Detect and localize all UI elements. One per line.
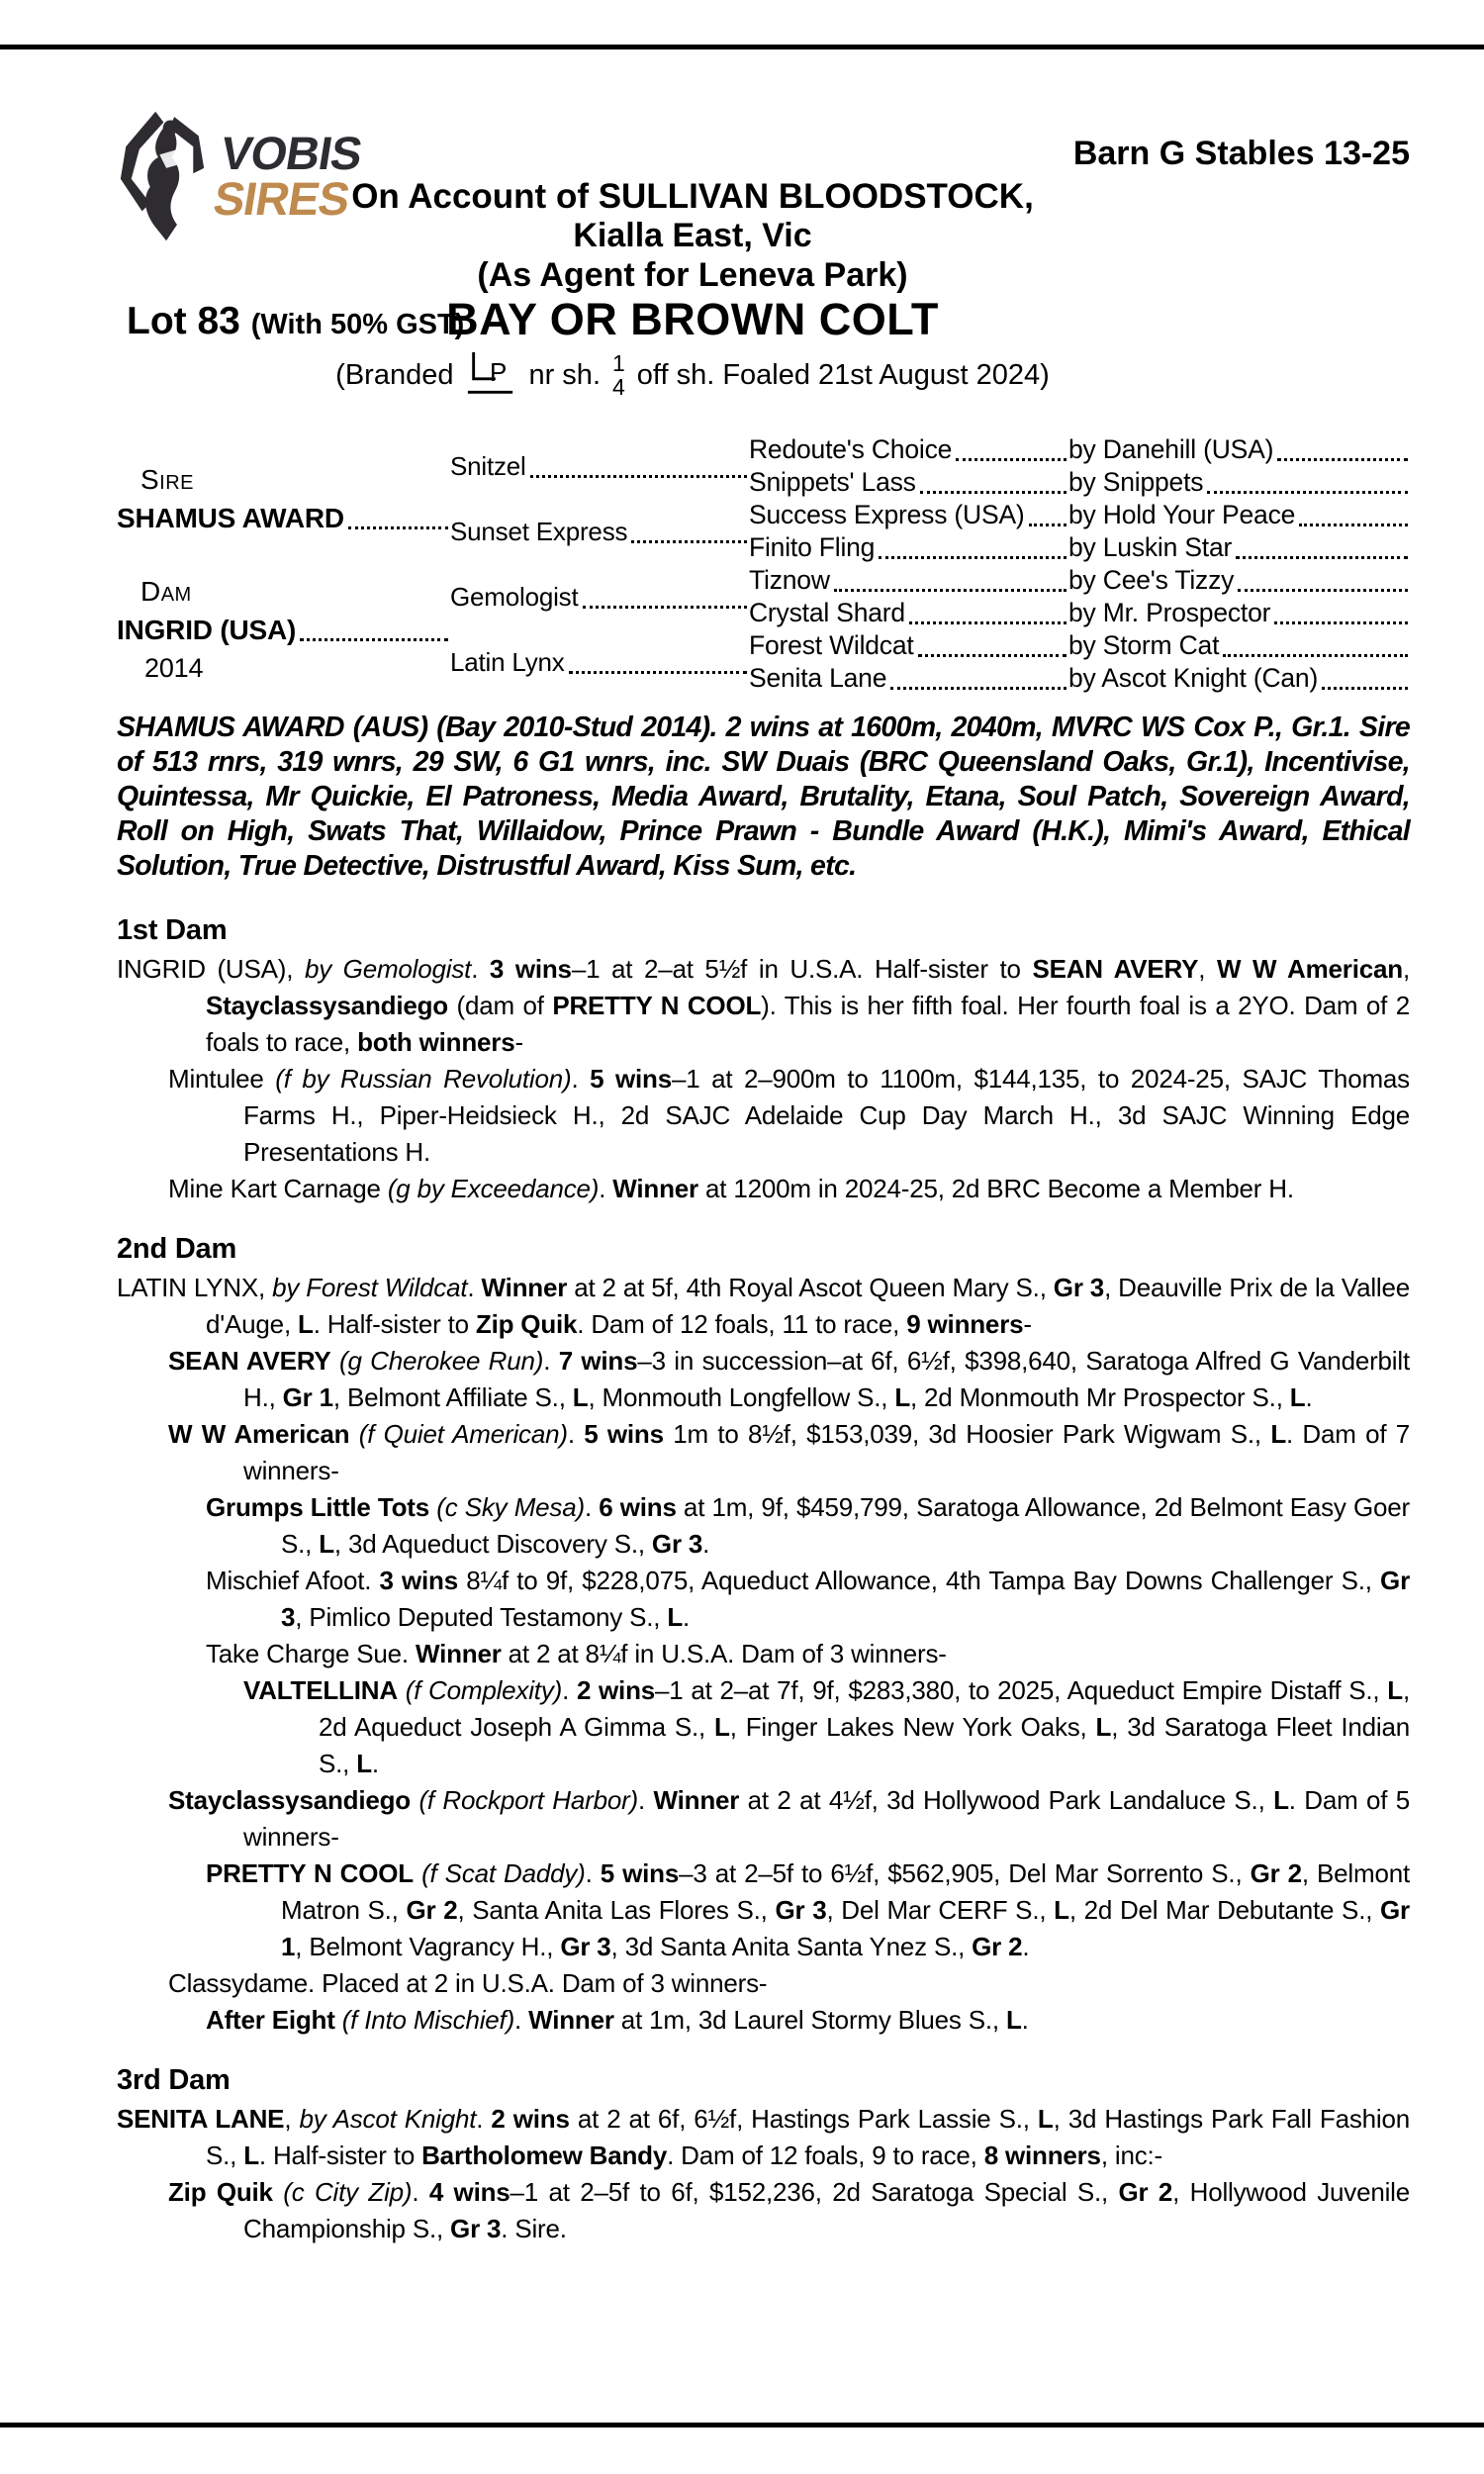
text-segment: L bbox=[298, 1308, 314, 1339]
text-segment: , Deauville Prix de la Vallee d'Auge, bbox=[206, 1272, 1411, 1339]
gen3-sire-cell bbox=[1068, 562, 1410, 599]
text-segment: (f Into Mischief) bbox=[341, 2004, 515, 2035]
text-segment: L bbox=[319, 1528, 334, 1559]
text-segment: (f Rockport Harbor) bbox=[418, 1784, 639, 1815]
gst-note: (With 50% GST) bbox=[250, 309, 465, 340]
sire-block bbox=[117, 433, 450, 564]
text-segment: PRETTY N COOL bbox=[206, 1857, 414, 1888]
text-segment: 3 wins bbox=[489, 953, 572, 984]
text-segment: at 1200m in 2024-25, 2d BRC Become a Member H. bbox=[697, 1173, 1294, 1203]
text-segment: , Belmont Affiliate S., bbox=[332, 1381, 573, 1412]
text-segment: Take Charge Sue. bbox=[206, 1638, 416, 1668]
gen3-sire: by Ascot Knight (Can) bbox=[1068, 663, 1319, 693]
text-segment: Winner bbox=[481, 1272, 568, 1302]
text-segment: Gr 2 bbox=[1118, 2176, 1173, 2207]
gen3-row bbox=[749, 629, 1410, 662]
dot-leader bbox=[300, 638, 448, 641]
text-segment: at 1m, 9f, $459,799, Saratoga Allowance, 2d Belmont Easy Goer S., bbox=[281, 1491, 1410, 1559]
dot-leader bbox=[1238, 589, 1408, 592]
gen3-name-cell bbox=[749, 627, 1068, 664]
section-heading: 3rd Dam bbox=[117, 2063, 231, 2096]
pedigree-paragraph bbox=[117, 1782, 1410, 1856]
gen3-name: Tiznow bbox=[749, 565, 830, 595]
stud-note: SHAMUS AWARD (AUS) (Bay 2010-Stud 2014). 2 wins at 1600m, 2040m, MVRC WS Cox P., Gr.1. Sire of 513 rnrs, 319 wnrs, 29 SW, 6 G1 wnrs, inc. SW Duais (BRC Queensland Oaks, Gr.1), Incentivise, Quintessa, Mr Quickie, El Patroness, Media Award, Brutality, Etana, Soul Patch, Sovereign Award, Roll on High, Swats That, Willaidow, Prince Prawn - Bundle Award (H.K.), Mimi's Award, Ethical Solution, True Detective, Distrustful Award, Kiss Sum, etc. bbox=[117, 712, 1410, 882]
text-segment: . bbox=[562, 1674, 577, 1705]
text-segment: by Ascot Knight bbox=[299, 2103, 477, 2134]
dot-leader bbox=[1322, 687, 1408, 690]
text-segment: . bbox=[638, 1784, 654, 1815]
pedigree-paragraph bbox=[117, 2101, 1410, 2174]
gen3-row bbox=[749, 466, 1410, 499]
text-segment: L bbox=[572, 1381, 589, 1412]
dot-leader bbox=[1274, 621, 1408, 624]
text-segment: Gr 2 bbox=[406, 1894, 458, 1925]
svg-text:P: P bbox=[490, 356, 508, 387]
text-segment: (g Cherokee Run) bbox=[339, 1345, 544, 1376]
pedigree-paragraph bbox=[117, 2174, 1410, 2247]
fraction-denominator: 4 bbox=[612, 374, 625, 400]
text-segment: , Finger Lakes New York Oaks, bbox=[729, 1711, 1096, 1742]
text-segment: Bartholomew Bandy bbox=[421, 2140, 668, 2170]
gen3-name: Senita Lane bbox=[749, 663, 887, 693]
text-segment: 8¼f to 9f, $228,075, Aqueduct Allowance, 4th Tampa Bay Downs Challenger S., bbox=[458, 1565, 1381, 1595]
text-segment: , inc:- bbox=[1100, 2140, 1162, 2170]
text-segment: INGRID (USA), bbox=[117, 953, 305, 984]
text-segment: W W American bbox=[1216, 953, 1403, 984]
pedigree-paragraph bbox=[117, 1416, 1410, 1489]
text-segment: 6 wins bbox=[599, 1491, 677, 1522]
text-segment: , 3d Aqueduct Discovery S., bbox=[333, 1528, 652, 1559]
gen3-name-cell bbox=[749, 595, 1068, 631]
lot-number: Lot 83 bbox=[127, 300, 240, 342]
gen2-row bbox=[450, 448, 749, 485]
agent-line: (As Agent for Leneva Park) bbox=[477, 256, 908, 294]
text-segment: Winner bbox=[653, 1784, 740, 1815]
text-segment: Winner bbox=[528, 2004, 614, 2035]
text-segment: . bbox=[371, 1748, 379, 1778]
dot-leader bbox=[1299, 523, 1408, 526]
text-segment: , 2d Del Mar Debutante S., bbox=[1068, 1894, 1381, 1925]
text-segment: (dam of bbox=[447, 990, 553, 1020]
pedigree-paragraph bbox=[117, 1856, 1410, 1965]
text-segment bbox=[331, 1346, 339, 1376]
text-segment: Gr 1 bbox=[282, 1381, 333, 1412]
text-segment: PRETTY N COOL bbox=[552, 990, 762, 1020]
branded-suffix: off sh. Foaled 21st August 2024) bbox=[636, 358, 1050, 391]
text-segment: , 2d Monmouth Mr Prospector S., bbox=[910, 1381, 1290, 1412]
gen3-name-cell bbox=[749, 497, 1068, 533]
text-segment: L bbox=[1270, 1418, 1286, 1449]
dot-leader bbox=[583, 606, 748, 609]
gen3-sire: by Storm Cat bbox=[1068, 630, 1220, 660]
text-segment: 5 wins bbox=[590, 1063, 672, 1094]
gen3-name: Forest Wildcat bbox=[749, 630, 914, 660]
gen3-sire-cell bbox=[1068, 431, 1410, 468]
text-segment: Gr 3 bbox=[1053, 1272, 1105, 1302]
text-segment: 2 wins bbox=[491, 2103, 570, 2134]
text-segment: (f by Russian Revolution) bbox=[275, 1063, 572, 1094]
dot-leader bbox=[834, 589, 1067, 592]
text-segment: , Pimlico Deputed Testamony S., bbox=[295, 1601, 668, 1632]
text-segment: , bbox=[1198, 953, 1217, 984]
text-segment: Classydame. Placed at 2 in U.S.A. Dam of 3 winners- bbox=[168, 1967, 768, 1998]
text-segment: . Half-sister to bbox=[313, 1308, 476, 1339]
page-body bbox=[0, 433, 1484, 2247]
sire-label: Sire bbox=[140, 464, 195, 495]
gen3-name-cell bbox=[749, 529, 1068, 566]
text-segment: L bbox=[667, 1601, 684, 1632]
text-segment: 8 winners bbox=[983, 2140, 1101, 2170]
dot-leader bbox=[920, 491, 1067, 494]
logo-text-sires: SIRES bbox=[210, 172, 353, 226]
dam-label: Dam bbox=[140, 575, 192, 607]
pedigree-paragraph bbox=[117, 1270, 1410, 1343]
pedigree-paragraph bbox=[117, 1061, 1410, 1171]
gen2-row bbox=[450, 579, 749, 616]
text-segment: , Hollywood Juvenile Championship S., bbox=[243, 2176, 1411, 2243]
gen3-name: Success Express (USA) bbox=[749, 500, 1025, 529]
pedigree-paragraph bbox=[117, 1489, 1410, 1563]
branded-prefix: (Branded bbox=[335, 358, 454, 391]
text-segment: . bbox=[571, 1063, 591, 1094]
dot-leader bbox=[348, 526, 448, 529]
gen3-sire: by Danehill (USA) bbox=[1068, 434, 1274, 464]
gen2-name: Snitzel bbox=[450, 450, 526, 481]
text-segment bbox=[335, 2005, 342, 2035]
account-line: On Account of SULLIVAN BLOODSTOCK, bbox=[351, 177, 1034, 216]
gen3-sire: by Snippets bbox=[1068, 467, 1204, 497]
text-segment: (g by Exceedance) bbox=[387, 1173, 600, 1203]
text-segment: . bbox=[567, 1418, 585, 1449]
text-segment: . Dam of 5 winners- bbox=[243, 1784, 1410, 1852]
text-segment: , 2d Aqueduct Joseph A Gimma S., bbox=[319, 1674, 1410, 1742]
text-segment: at 2 at 6f, 6½f, Hastings Park Lassie S., bbox=[569, 2103, 1038, 2134]
gen3-sire: by Cee's Tizzy bbox=[1068, 565, 1235, 595]
gen3-name: Snippets' Lass bbox=[749, 467, 916, 497]
text-segment: –1 at 2–900m to 1100m, $144,135, to 2024-25, SAJC Thomas Farms H., Piper-Heidsieck H., 2d SAJC Adelaide Cup Day March H., 3d SAJC Winning Edge Presentations H. bbox=[243, 1063, 1410, 1167]
text-segment: - bbox=[1023, 1308, 1032, 1339]
gen2-cell bbox=[450, 499, 749, 564]
pedigree-paragraph bbox=[117, 1672, 1410, 1782]
text-segment: . bbox=[585, 1857, 601, 1888]
text-segment: Gr 3 bbox=[281, 1565, 1410, 1632]
dot-leader bbox=[879, 556, 1067, 559]
text-segment: –3 at 2–5f to 6½f, $562,905, Del Mar Sorrento S., bbox=[679, 1857, 1251, 1888]
branded-mid: nr sh. bbox=[528, 358, 601, 391]
gen3-row bbox=[749, 531, 1410, 564]
text-segment: (c Sky Mesa) bbox=[436, 1491, 585, 1522]
text-segment: Mintulee bbox=[168, 1063, 276, 1094]
text-segment: L bbox=[714, 1711, 730, 1742]
text-segment: Stayclassysandiego bbox=[206, 990, 448, 1020]
gen3-sire-cell bbox=[1068, 660, 1410, 697]
text-segment: by Forest Wildcat bbox=[272, 1272, 468, 1302]
gen3-sire-cell bbox=[1068, 627, 1410, 664]
dam-section bbox=[117, 2062, 1410, 2247]
dot-leader bbox=[1277, 458, 1408, 461]
text-segment: Mischief Afoot. bbox=[206, 1565, 380, 1595]
text-segment: L bbox=[356, 1748, 372, 1778]
text-segment: Gr 3 bbox=[775, 1894, 827, 1925]
dot-leader bbox=[569, 671, 747, 674]
gen3-sire-cell bbox=[1068, 497, 1410, 533]
text-segment: Stayclassysandiego bbox=[168, 1784, 411, 1815]
text-segment: , Del Mar CERF S., bbox=[826, 1894, 1055, 1925]
gen3-sire-cell bbox=[1068, 464, 1410, 501]
text-segment: . bbox=[683, 1601, 691, 1632]
text-segment: (f Quiet American) bbox=[358, 1418, 568, 1449]
text-segment: Gr 3 bbox=[651, 1528, 703, 1559]
text-segment: . bbox=[514, 2004, 529, 2035]
text-segment bbox=[273, 2177, 283, 2207]
gen2-name: Sunset Express bbox=[450, 516, 628, 546]
text-segment: Winner bbox=[415, 1638, 502, 1668]
dam-name: INGRID (USA) bbox=[117, 612, 450, 648]
dot-leader bbox=[1236, 556, 1408, 559]
pedigree-paragraph bbox=[117, 1171, 1410, 1207]
sire-name: SHAMUS AWARD bbox=[117, 500, 450, 536]
text-segment: at 2 at 8¼f in U.S.A. Dam of 3 winners- bbox=[501, 1638, 947, 1668]
gen2-cell bbox=[450, 564, 749, 629]
horse-title: BAY OR BROWN COLT bbox=[446, 294, 939, 344]
dot-leader bbox=[1029, 523, 1067, 526]
pedigree-paragraph bbox=[117, 1563, 1410, 1636]
gen3-name-cell bbox=[749, 464, 1068, 501]
gen2-name: Latin Lynx bbox=[450, 646, 565, 677]
text-segment: . bbox=[543, 1345, 559, 1376]
text-segment: Winner bbox=[612, 1173, 698, 1203]
gen3-row bbox=[749, 597, 1410, 629]
text-segment: L bbox=[1005, 2004, 1022, 2035]
text-segment: SENITA LANE bbox=[117, 2103, 285, 2134]
text-segment: (f Scat Daddy) bbox=[421, 1857, 586, 1888]
text-segment: Gr 1 bbox=[281, 1894, 1410, 1961]
text-segment: , bbox=[284, 2103, 300, 2134]
pedigree-paragraph bbox=[117, 1343, 1410, 1416]
text-segment: , 3d Santa Anita Santa Ynez S., bbox=[610, 1931, 973, 1961]
text-segment: ). This is her fifth foal. Her fourth foal is a 2YO. Dam of 2 foals to race, bbox=[206, 990, 1410, 1057]
text-segment: by Gemologist bbox=[304, 953, 472, 984]
text-segment: Mine Kart Carnage bbox=[168, 1173, 388, 1203]
text-segment: –1 at 2–5f to 6f, $152,236, 2d Saratoga Special S., bbox=[510, 2176, 1119, 2207]
gen3-name-cell bbox=[749, 660, 1068, 697]
pedigree-gen1 bbox=[117, 433, 450, 695]
dot-leader bbox=[1223, 654, 1408, 657]
gen3-sire-cell bbox=[1068, 595, 1410, 631]
dot-leader bbox=[918, 654, 1067, 657]
text-segment: 5 wins bbox=[600, 1857, 680, 1888]
text-segment: L bbox=[1095, 1711, 1112, 1742]
text-segment: . Dam of 12 foals, 11 to race, bbox=[577, 1308, 907, 1339]
dot-leader bbox=[1207, 491, 1408, 494]
text-segment bbox=[398, 1675, 406, 1705]
text-segment bbox=[414, 1858, 421, 1888]
pedigree-paragraph bbox=[117, 1965, 1410, 2002]
text-segment: (c City Zip) bbox=[283, 2176, 413, 2207]
pedigree-gen2 bbox=[450, 433, 749, 695]
gen3-name-cell bbox=[749, 431, 1068, 468]
dam-section bbox=[117, 912, 1410, 1207]
text-segment: (f Complexity) bbox=[405, 1674, 563, 1705]
text-segment: L bbox=[1054, 1894, 1069, 1925]
text-segment: . Sire. bbox=[501, 2213, 567, 2243]
text-segment: Zip Quik bbox=[475, 1308, 578, 1339]
text-segment: Gr 3 bbox=[450, 2213, 502, 2243]
gen3-name: Redoute's Choice bbox=[749, 434, 953, 464]
fraction-numerator: 1 bbox=[612, 350, 625, 376]
text-segment: . bbox=[599, 1173, 613, 1203]
text-segment: –1 at 2–at 5½f in U.S.A. Half-sister to bbox=[571, 953, 1033, 984]
text-segment: SEAN AVERY bbox=[1032, 953, 1199, 984]
text-segment: W W American bbox=[168, 1418, 350, 1449]
text-segment: at 2 at 5f, 4th Royal Ascot Queen Mary S., bbox=[567, 1272, 1054, 1302]
section-heading: 1st Dam bbox=[117, 913, 228, 946]
text-segment: . Dam of 12 foals, 9 to race, bbox=[667, 2140, 984, 2170]
text-segment: . bbox=[412, 2176, 429, 2207]
gen3-name: Crystal Shard bbox=[749, 598, 905, 627]
pedigree-gen3 bbox=[749, 433, 1410, 695]
text-segment: L bbox=[1037, 2103, 1054, 2134]
text-segment: at 1m, 3d Laurel Stormy Blues S., bbox=[613, 2004, 1006, 2035]
text-segment: Gr 2 bbox=[1250, 1857, 1302, 1888]
gen2-row bbox=[450, 644, 749, 681]
pedigree-table bbox=[117, 433, 1410, 695]
text-segment: , bbox=[1402, 953, 1410, 984]
text-segment: 3 wins bbox=[379, 1565, 458, 1595]
text-segment: L bbox=[1289, 1381, 1306, 1412]
text-segment: –3 in succession–at 6f, 6½f, $398,640, Saratoga Alfred G Vanderbilt H., bbox=[243, 1345, 1410, 1412]
text-segment: . bbox=[467, 1272, 482, 1302]
text-segment: , Monmouth Longfellow S., bbox=[588, 1381, 895, 1412]
pedigree-paragraph bbox=[117, 951, 1410, 1061]
text-segment: , Belmont Matron S., bbox=[281, 1857, 1410, 1925]
gen3-row bbox=[749, 499, 1410, 531]
gen2-cell bbox=[450, 433, 749, 499]
text-segment: LATIN LYNX, bbox=[117, 1272, 273, 1302]
text-segment: Gr 2 bbox=[972, 1931, 1023, 1961]
gen3-row bbox=[749, 433, 1410, 466]
text-segment: VALTELLINA bbox=[243, 1674, 398, 1705]
dam-sections bbox=[117, 912, 1410, 2247]
text-segment: Gr 3 bbox=[560, 1931, 611, 1961]
text-segment: SEAN AVERY bbox=[168, 1345, 331, 1376]
text-segment: . Dam of 7 winners- bbox=[243, 1418, 1410, 1485]
text-segment: Zip Quik bbox=[168, 2176, 273, 2207]
text-segment: 2 wins bbox=[576, 1674, 656, 1705]
text-segment: After Eight bbox=[206, 2004, 335, 2035]
bottom-rule bbox=[0, 2423, 1484, 2427]
text-segment: 9 winners bbox=[906, 1308, 1024, 1339]
text-segment: . bbox=[584, 1491, 600, 1522]
text-segment: , Belmont Vagrancy H., bbox=[295, 1931, 561, 1961]
dot-leader bbox=[530, 475, 747, 478]
text-segment: . Half-sister to bbox=[258, 2140, 422, 2170]
section-heading: 2nd Dam bbox=[117, 1232, 237, 1265]
gen3-sire: by Luskin Star bbox=[1068, 532, 1233, 562]
text-segment: L bbox=[243, 2140, 259, 2170]
gen2-cell bbox=[450, 629, 749, 695]
text-segment: . bbox=[476, 2103, 492, 2134]
text-segment: . bbox=[1022, 1931, 1030, 1961]
text-segment: at 2 at 4½f, 3d Hollywood Park Landaluce S., bbox=[739, 1784, 1274, 1815]
text-segment: L bbox=[1387, 1674, 1403, 1705]
logo-text-vobis: VOBIS bbox=[217, 127, 366, 179]
top-rule bbox=[0, 45, 1484, 49]
text-segment: Grumps Little Tots bbox=[206, 1491, 430, 1522]
dam-year: 2014 bbox=[144, 652, 204, 683]
text-segment: , 3d Hastings Park Fall Fashion S., bbox=[206, 2103, 1410, 2170]
gen3-row bbox=[749, 662, 1410, 695]
text-segment: - bbox=[514, 1026, 523, 1057]
barn-label: Barn G Stables 13-25 bbox=[1072, 135, 1410, 172]
dam-block bbox=[117, 564, 450, 695]
text-segment: . bbox=[471, 953, 490, 984]
pedigree-paragraph bbox=[117, 1636, 1410, 1672]
text-segment bbox=[349, 1419, 358, 1449]
quarter-fraction bbox=[612, 351, 625, 399]
text-segment: L bbox=[1273, 1784, 1289, 1815]
text-segment: . bbox=[1021, 2004, 1029, 2035]
text-segment: –1 at 2–at 7f, 9f, $283,380, to 2025, Aqueduct Empire Distaff S., bbox=[655, 1674, 1388, 1705]
gen3-name: Finito Fling bbox=[749, 532, 876, 562]
dot-leader bbox=[631, 540, 747, 543]
text-segment: 1m to 8½f, $153,039, 3d Hoosier Park Wigwam S., bbox=[663, 1418, 1271, 1449]
location-line: Kialla East, Vic bbox=[573, 217, 812, 254]
gen3-name-cell bbox=[749, 562, 1068, 599]
text-segment: 4 wins bbox=[428, 2176, 510, 2207]
text-segment: . bbox=[1305, 1381, 1313, 1412]
text-segment: , 3d Saratoga Fleet Indian S., bbox=[319, 1711, 1411, 1778]
text-segment: 7 wins bbox=[558, 1345, 638, 1376]
gen3-sire: by Hold Your Peace bbox=[1068, 500, 1296, 529]
text-segment: 5 wins bbox=[584, 1418, 664, 1449]
branded-line bbox=[0, 346, 1385, 404]
pedigree-paragraph bbox=[117, 2002, 1410, 2039]
brand-mark-icon bbox=[465, 346, 516, 404]
gen3-sire: by Mr. Prospector bbox=[1068, 598, 1271, 627]
text-segment: , Santa Anita Las Flores S., bbox=[457, 1894, 776, 1925]
dot-leader bbox=[956, 458, 1067, 461]
dam-section bbox=[117, 1231, 1410, 2039]
gen3-sire-cell bbox=[1068, 529, 1410, 566]
dot-leader bbox=[890, 687, 1067, 690]
text-segment: . bbox=[702, 1528, 710, 1559]
text-segment: both winners bbox=[357, 1026, 515, 1057]
gen2-name: Gemologist bbox=[450, 581, 579, 612]
gen3-row bbox=[749, 564, 1410, 597]
dot-leader bbox=[909, 621, 1067, 624]
gen2-row bbox=[450, 514, 749, 550]
text-segment: L bbox=[894, 1381, 910, 1412]
